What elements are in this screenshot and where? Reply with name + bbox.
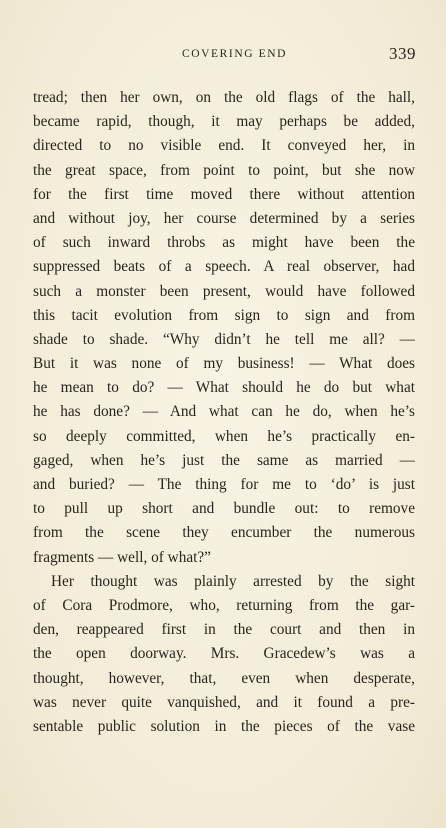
text-line: shade to shade. “Why didn’t he tell me all? — bbox=[33, 330, 415, 348]
text-line: of such inward throbs as might have been the bbox=[33, 234, 415, 252]
text-line: and buried? — The thing for me to ‘do’ is just bbox=[33, 476, 415, 493]
text-line: the great space, from point to point, but she now bbox=[33, 161, 415, 179]
text-line: from the scene they encumber the numerous bbox=[33, 524, 415, 542]
running-head bbox=[33, 44, 416, 68]
text-line: and without joy, her course determined by a series bbox=[33, 209, 415, 227]
text-line: fragments — well, of what?” bbox=[33, 548, 211, 566]
text-line: of Cora Prodmore, who, returning from the gar- bbox=[33, 596, 415, 614]
text-line: he has done? — And what can he do, when he’s bbox=[33, 403, 415, 421]
text-line: But it was none of my business! — What does bbox=[33, 355, 415, 373]
text-line: became rapid, though, it may perhaps be added, bbox=[33, 113, 415, 131]
text-line: suppressed beats of a speech. A real observer, had bbox=[33, 258, 415, 276]
text-line: directed to no visible end. It conveyed her, in bbox=[33, 137, 415, 155]
text-line: he mean to do? — What should he do but what bbox=[33, 379, 415, 397]
text-line: thought, however, that, even when desperate, bbox=[33, 669, 415, 687]
text-line: Her thought was plainly arrested by the sight bbox=[51, 572, 415, 590]
text-line: gaged, when he’s just the same as married — bbox=[33, 451, 415, 469]
text-line: so deeply committed, when he’s practically en- bbox=[33, 427, 415, 445]
body-text bbox=[33, 86, 415, 739]
text-line: such a monster been present, would have followed bbox=[33, 282, 415, 300]
page-number: 339 bbox=[389, 44, 416, 63]
text-line: for the first time moved there without attention bbox=[33, 185, 415, 203]
text-line: sentable public solution in the pieces of the vase bbox=[33, 717, 415, 735]
text-line: den, reappeared first in the court and then in bbox=[33, 621, 415, 639]
text-line: tread; then her own, on the old flags of the hall, bbox=[33, 89, 415, 106]
text-line: to pull up short and bundle out: to remove bbox=[33, 500, 415, 518]
text-line: this tacit evolution from sign to sign and from bbox=[33, 306, 415, 324]
text-line: the open doorway. Mrs. Gracedew’s was a bbox=[33, 645, 415, 663]
running-title: COVERING END bbox=[181, 48, 288, 60]
text-line: was never quite vanquished, and it found a pre- bbox=[33, 693, 415, 711]
